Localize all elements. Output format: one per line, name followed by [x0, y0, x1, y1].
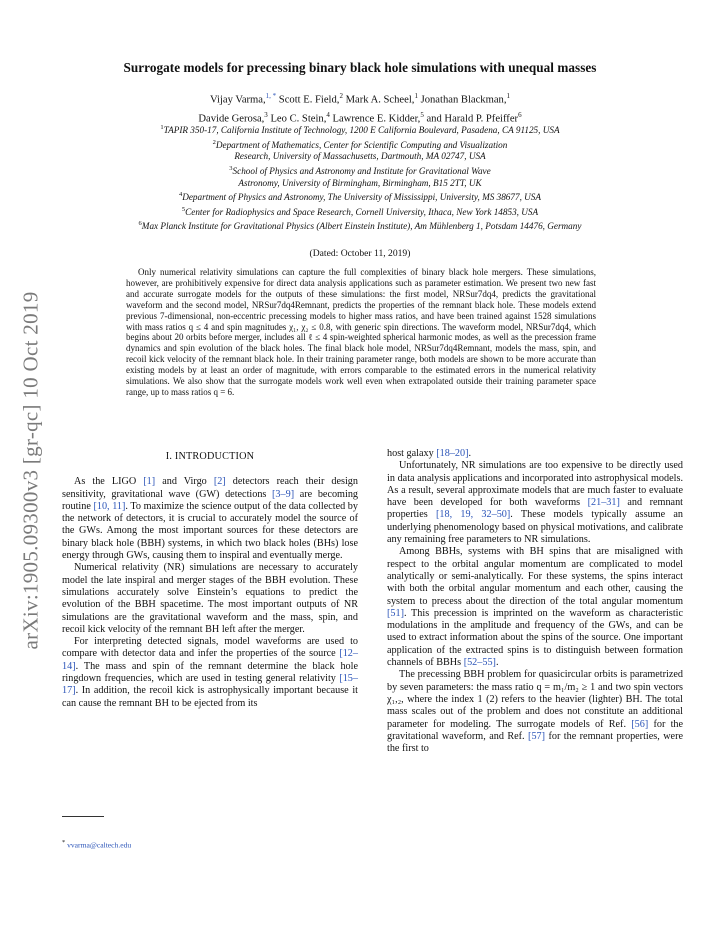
body-paragraph: Among BBHs, systems with BH spins that are misaligned with respect to the orbital angular momentum are complicated to model analytically or semi-analytically. For these systems, the spins interact with both the orbital angular momentum and each other, causing the system to precess about the direction of the total angular momentum [51]. This precession is imprinted on the waveform as characteristic modulations in the amplitude and frequency of the GWs, and can be used to extract information about the spins of the source. One important application of the extracted spins is to distinguish between formation channels of BBHs [52–55].: [387, 546, 683, 669]
affiliation-line: [55, 151, 665, 163]
author-name: Mark A. Scheel,: [342, 94, 415, 106]
section-number: I.: [165, 451, 173, 462]
paragraph-continuation: host galaxy [18–20].: [387, 448, 472, 459]
affiliation-text: Center for Radiophysics and Space Research, Cornell University, Ithaca, New York 14853, USA: [185, 206, 539, 217]
date-line: (Dated: October 11, 2019): [309, 248, 411, 259]
citation-link[interactable]: [2]: [213, 476, 226, 488]
citation-link[interactable]: [12–14]: [62, 648, 358, 672]
citation-link[interactable]: [57]: [528, 730, 546, 742]
citation-link[interactable]: [21–31]: [587, 497, 620, 509]
citation-link[interactable]: [1]: [143, 476, 156, 488]
affiliation-text: Astronomy, University of Birmingham, Birmingham, B15 2TT, UK: [238, 177, 482, 188]
left-body: [62, 476, 358, 710]
body-paragraph: As the LIGO [1] and Virgo [2] detectors reach their design sensitivity, gravitational wave (GW) detections [3–9] are becoming routine [10, 11]. To maximize the science output of the data collected by the network of detectors, it is crucial to accurately model the source of the GWs. Among the most important sources for these detectors are binary black hole (BBH) systems, in which two black holes (BHs) lose energy through GWs, causing them to inspiral and eventually merge.: [62, 476, 359, 562]
affiliation-line: [55, 204, 665, 219]
affiliation-number: 2: [212, 138, 216, 146]
arxiv-stamp: [12, 270, 50, 670]
affiliation-number: 6: [138, 220, 142, 228]
left-column: [62, 448, 358, 710]
arxiv-stamp-text: arXiv:1905.09300v3 [gr-qc] 10 Oct 2019: [18, 291, 43, 649]
author-name: Scott E. Field,: [276, 94, 340, 106]
affiliation-line: [55, 189, 665, 204]
affiliation-marker: 1: [414, 92, 418, 100]
corresponding-email-link[interactable]: vvarma@caltech.edu: [67, 840, 132, 850]
footnote-rule: [62, 816, 104, 817]
affiliation-line: [55, 137, 665, 152]
citation-link[interactable]: [15–17]: [62, 673, 358, 697]
affiliation-number: 3: [229, 164, 233, 172]
section-heading: [62, 451, 358, 463]
affiliation-line: [55, 178, 665, 190]
affiliation-marker: 5: [420, 110, 424, 119]
paper-title: Surrogate models for precessing binary black hole simulations with unequal masses: [123, 60, 597, 75]
affiliation-text: School of Physics and Astronomy and Institute for Gravitational Wave: [232, 165, 491, 176]
footnote-marker: *: [62, 839, 66, 846]
affiliation-text: Department of Mathematics, Center for Scientific Computing and Visualization: [215, 139, 508, 150]
author-name: Vijay Varma,: [210, 94, 266, 106]
citation-link[interactable]: [18–20]: [436, 448, 469, 459]
affiliation-line: [55, 163, 665, 178]
right-body: [387, 460, 683, 755]
body-paragraph: For interpreting detected signals, model waveforms are used to compare with detector data and infer the properties of the source [12–14]. The mass and spin of the remnant determine the black hole ringdown frequencies, which are used in testing general relativity [15–17]. In addition, the recoil kick is astrophysically important because it can cause the remnant BH to be ejected from its: [62, 636, 358, 709]
affiliation-number: 1: [160, 124, 164, 131]
author-name: Jonathan Blackman,: [417, 94, 507, 106]
body-paragraph: The precessing BBH problem for quasicircular orbits is parametrized by seven parameters: the mass ratio q = m₁/m₂ ≥ 1 and two spin vectors χ₁,₂, where the index 1 (2) refers to the heavier (lighter) BH. The total mass scales out of the problem and does not constitute an additional parameter for modeling. The surrogate models of Ref. [56] for the gravitational waveform, and Ref. [57] for the remnant properties, were the first to: [387, 669, 684, 755]
affiliation-line: [55, 218, 665, 233]
author-name: Davide Gerosa,: [198, 113, 265, 125]
affiliation-number: 5: [181, 205, 186, 213]
author-line: [60, 89, 660, 108]
citation-link[interactable]: [52–55]: [463, 657, 496, 669]
affiliation-line: [55, 122, 665, 137]
author-name: Lawrence E. Kidder,: [329, 113, 421, 125]
section-title: INTRODUCTION: [174, 451, 255, 462]
affiliation-marker: 6: [518, 110, 522, 119]
affiliation-text: TAPIR 350-17, California Institute of Technology, 1200 E California Boulevard, Pasadena, CA 91125, USA: [163, 125, 560, 136]
affiliation-marker: 1: [506, 92, 510, 100]
author-list: [60, 89, 660, 126]
citation-link[interactable]: [18, 19, 32–50]: [436, 509, 511, 521]
citation-link[interactable]: [56]: [631, 718, 649, 730]
footnote: [62, 839, 131, 850]
affiliation-marker: 2: [339, 92, 343, 100]
affiliation-text: Department of Physics and Astronomy, The University of Mississippi, University, MS 38677, USA: [182, 192, 542, 203]
citation-link[interactable]: [3–9]: [272, 488, 295, 500]
affiliation-marker: 3: [264, 110, 268, 119]
affiliation-marker: 1, *: [265, 92, 277, 100]
body-paragraph: Numerical relativity (NR) simulations are necessary to accurately model the late inspiral and merger stages of the BBH evolution. These simulations accurately solve Einstein’s equations to predict the evolution of the BBH spacetime. The most important outputs of NR simulations are the gravitational waveform and the mass, spin, and recoil kick velocity of the remnant BH left after the merger.: [62, 562, 358, 635]
citation-link[interactable]: [10, 11]: [93, 500, 126, 512]
right-column: [387, 448, 683, 755]
author-name: Leo C. Stein,: [267, 113, 327, 125]
abstract: Only numerical relativity simulations can capture the full complexities of binary black hole mergers. These simulations, however, are prohibitively expensive for direct data analysis applications such as parameter estimation. We present two new fast and accurate surrogate models for the outputs of these simulations: the first model, NRSur7dq4, predicts the gravitational waveform and the second model, NRSur7dq4Remnant, predicts the properties of the remnant black hole. These models extend previous 7-dimensional, non-eccentric precessing models to higher mass ratios, and have been trained against 1528 simulations with mass ratios q ≤ 4 and spin magnitudes χ₁, χ₂ ≤ 0.8, with generic spin directions. The waveform model, NRSur7dq4, which begins about 20 orbits before merger, includes all ℓ ≤ 4 spin-weighted spherical harmonic modes, as well as the precession frame dynamics and spin evolution of the black holes. The final black hole model, NRSur7dq4Remnant, models the mass, spin, and recoil kick velocity of the remnant black hole. In their training parameter range, both models are shown to be more accurate than existing models by at least an order of magnitude, with errors comparable to the estimated errors in the numerical relativity simulations. We also show that the surrogate models work well even when extrapolated outside their training parameter space range, up to mass ratios q = 6.: [126, 267, 596, 397]
affiliation-text: Max Planck Institute for Gravitational Physics (Albert Einstein Institute), Am Mühlenberg 1, Potsdam 14476, Germany: [141, 221, 582, 232]
affiliation-number: 4: [178, 191, 183, 199]
affiliation-list: [55, 122, 665, 233]
affiliation-text: Research, University of Massachusetts, Dartmouth, MA 02747, USA: [234, 151, 486, 162]
author-name: and Harald P. Pfeiffer: [423, 113, 519, 125]
body-paragraph: Unfortunately, NR simulations are too expensive to be directly used in data analysis applications and incorporated into astrophysical models. As a result, several approximate models that are much faster to evaluate have been developed for both waveforms [21–31] and remnant properties [18, 19, 32–50]. These models typically assume an underlying phenomenology based on physical motivations, and calibrate any remaining free parameters to NR simulations.: [387, 460, 683, 546]
citation-link[interactable]: [51]: [387, 607, 404, 619]
affiliation-marker: 4: [326, 110, 330, 119]
